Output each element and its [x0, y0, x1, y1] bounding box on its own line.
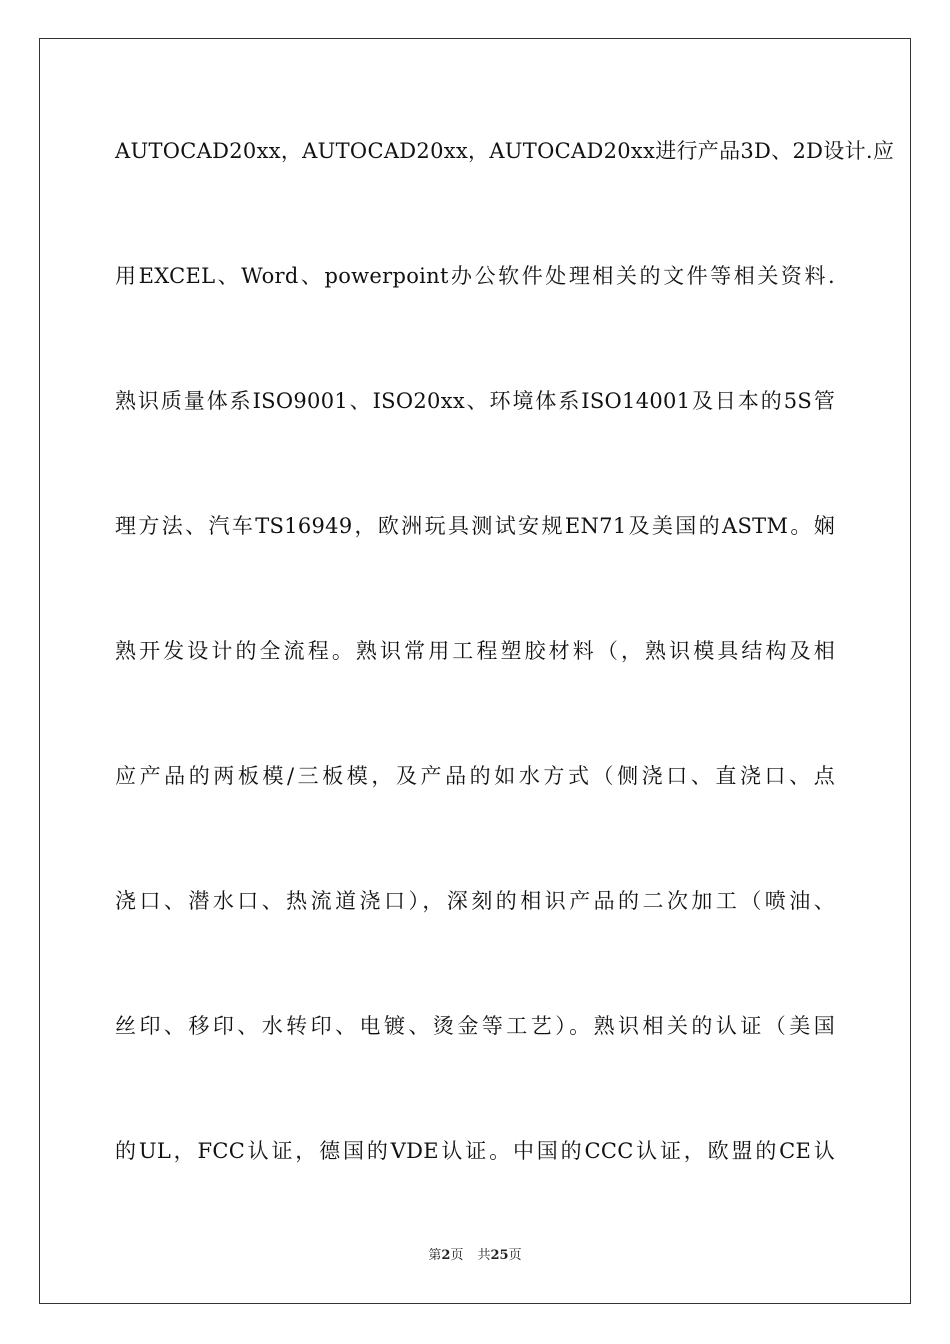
text-line-7: 浇口、潜水口、热流道浇口），深刻的相识产品的二次加工（喷油、: [115, 889, 835, 913]
page-label-prefix: 第: [428, 1248, 442, 1263]
total-label-suffix: 页: [508, 1248, 522, 1263]
total-pages: 25: [490, 1248, 509, 1263]
page-border: [39, 38, 911, 1304]
text-line-9: 的UL，FCC认证，德国的VDE认证。中国的CCC认证，欧盟的CE认: [115, 1139, 835, 1163]
total-label-prefix: 共: [477, 1248, 491, 1263]
text-line-5: 熟开发设计的全流程。熟识常用工程塑胶材料（，熟识模具结构及相: [115, 639, 835, 663]
page-footer: [0, 1247, 950, 1265]
text-line-1: AUTOCAD20xx，AUTOCAD20xx，AUTOCAD20xx进行产品3D、2D设计.应: [115, 139, 895, 163]
text-line-8: 丝印、移印、水转印、电镀、烫金等工艺）。熟识相关的认证（美国: [115, 1014, 835, 1038]
text-line-2: 用EXCEL、Word、powerpoint办公软件处理相关的文件等相关资料.: [115, 264, 835, 288]
page-label-suffix: 页: [450, 1248, 464, 1263]
text-line-4: 理方法、汽车TS16949，欧洲玩具测试安规EN71及美国的ASTM。娴: [115, 514, 835, 538]
text-line-3: 熟识质量体系ISO9001、ISO20xx、环境体系ISO14001及日本的5S管: [115, 389, 835, 413]
text-line-6: 应产品的两板模/三板模，及产品的如水方式（侧浇口、直浇口、点: [115, 764, 835, 788]
page-number: 2: [441, 1248, 451, 1263]
